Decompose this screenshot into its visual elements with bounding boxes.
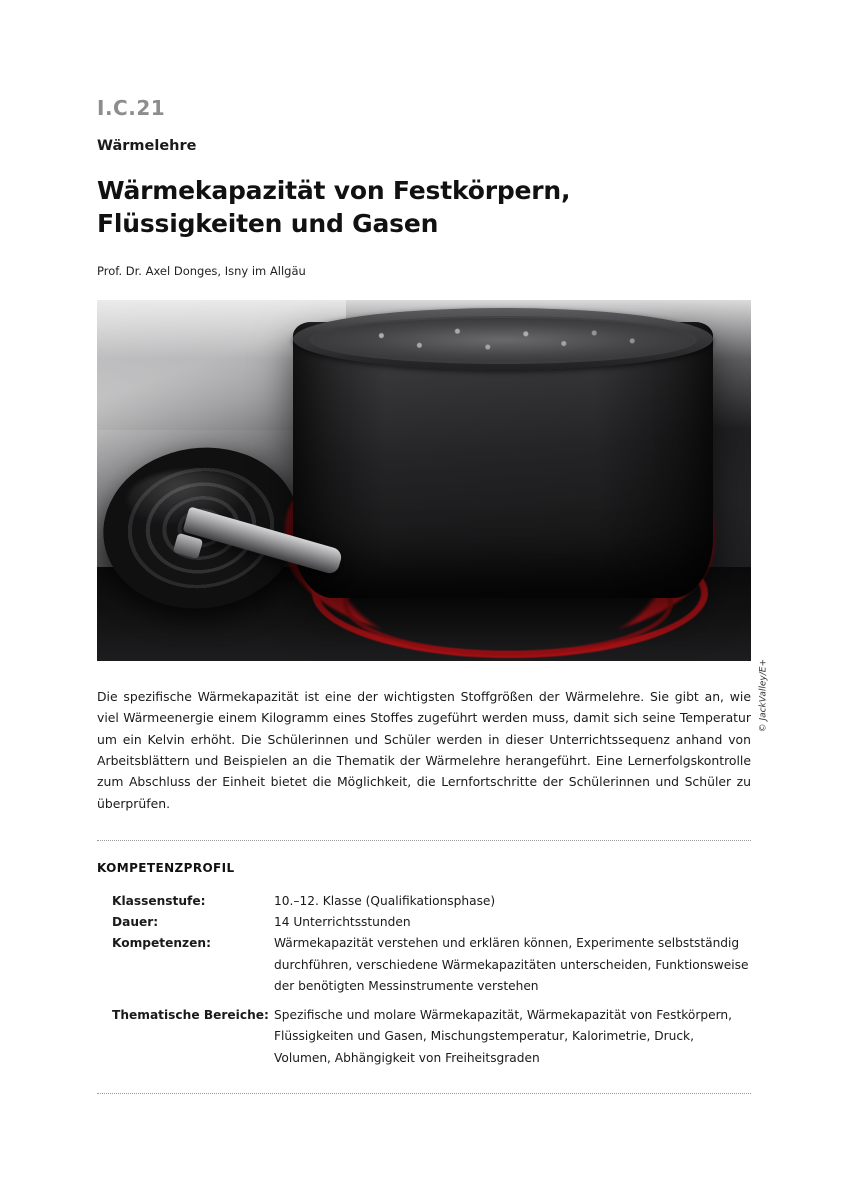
document-subject: Wärmelehre — [97, 138, 197, 154]
profile-label-dauer: Dauer: — [112, 915, 159, 930]
hero-photo — [97, 300, 768, 733]
profile-value-klassenstufe: 10.–12. Klasse (Qualifikationsphase) — [274, 893, 496, 908]
document-content — [97, 0, 768, 1094]
divider-bottom — [97, 1093, 751, 1094]
profile-value-dauer: 14 Unterrichtsstunden — [274, 915, 411, 930]
competence-profile-table — [97, 891, 751, 1069]
profile-value-thematische-bereiche: Spezifische und molare Wärmekapazität, Wärmekapazität von Festkörpern, Flüssigkeiten und Gasen, Mischungstemperatur, Kalorimetrie, Druck, Volumen, Abhängigkeit von Freiheitsgraden — [274, 1008, 732, 1065]
document-code: I.C.21 — [97, 96, 166, 120]
intro-paragraph: Die spezifische Wärmekapazität ist eine der wichtigsten Stoffgrößen der Wärmelehre. Sie gibt an, wie viel Wärmeenergie einem Kilogramm eines Stoffes zugeführt werden muss, damit sich seine Temperatur um ein Kelvin erhöht. Die Schülerinnen und Schüler werden in dieser Unterrichtssequenz anhand von Arbeitsblättern und Beispielen an die Thematik der Wärmelehre herangeführt. Eine Lernerfolgskontrolle zum Abschluss der Einheit bietet die Möglichkeit, die Lernfortschritte der Schülerinnen und Schüler zu überprüfen. — [97, 689, 751, 811]
photo-boiling-pot-on-stove — [97, 300, 751, 661]
table-row — [97, 912, 751, 933]
profile-label-kompetenzen: Kompetenzen: — [112, 936, 211, 951]
table-row — [97, 891, 751, 912]
profile-value-kompetenzen: Wärmekapazität verstehen und erklären können, Experimente selbstständig durchführen, verschiedene Wärmekapazitäten unterscheiden, Funktionsweise der benötigten Messinstrumente verstehen — [274, 936, 749, 993]
boiling-water-surface — [313, 318, 693, 362]
competence-profile-heading: KOMPETENZPROFIL — [97, 860, 235, 875]
page-title-line-1: Wärmekapazität von Festkörpern, — [97, 176, 571, 205]
page-title-line-2: Flüssigkeiten und Gasen — [97, 209, 439, 238]
table-row — [97, 933, 751, 997]
photo-credit: © JackValley/E+ — [758, 659, 768, 733]
divider-top — [97, 840, 751, 841]
document-author: Prof. Dr. Axel Donges, Isny im Allgäu — [97, 264, 306, 278]
profile-label-klassenstufe: Klassenstufe: — [112, 893, 206, 908]
profile-label-thematische-bereiche: Thematische Bereiche: — [112, 1008, 269, 1023]
table-row — [97, 997, 751, 1069]
page-title — [97, 174, 751, 240]
